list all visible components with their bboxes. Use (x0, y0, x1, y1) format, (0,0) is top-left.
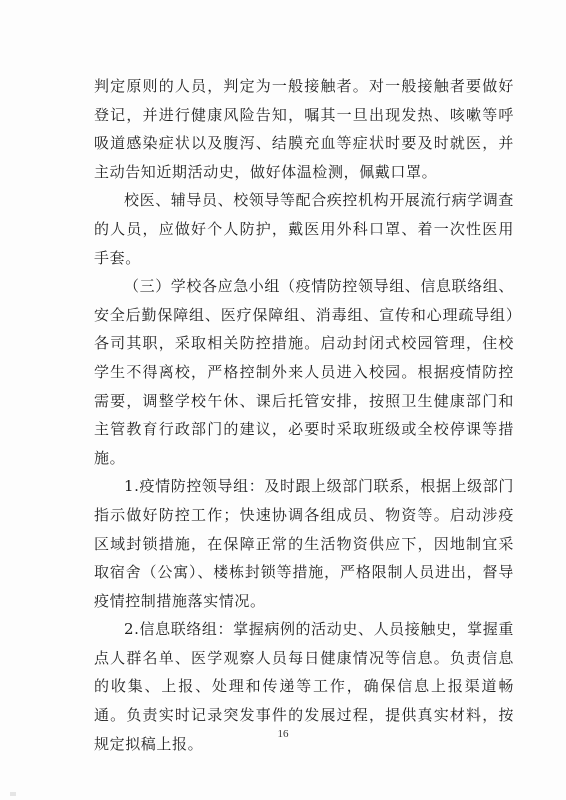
paragraph-1: 判定原则的人员，判定为一般接触者。对一般接触者要做好登记，并进行健康风险告知，嘱其一旦出现发热、咳嗽等呼吸道感染症状以及腹泻、结膜充血等症状时要及时就医，并主动告知近期活动史，做好体温检测，佩戴口罩。 (94, 77, 514, 181)
document-body (94, 72, 514, 758)
scan-artifact (10, 792, 16, 796)
page-number: 16 (277, 728, 289, 740)
paragraph-5: 2.信息联络组：掌握病例的活动史、人员接触史，掌握重点人群名单、医学观察人员每日健康情况等信息。负责信息的收集、上报、处理和传递等工作，确保信息上报渠道畅通。负责实时记录突发事件的发展过程，提供真实材料，按规定拟稿上报。 (94, 620, 514, 753)
paragraph-4: 1.疫情防控领导组：及时跟上级部门联系，根据上级部门指示做好防控工作；快速协调各组成员、物资等。启动涉疫区域封锁措施，在保障正常的生活物资供应下，因地制宜采取宿舍（公寓）、楼栋封锁等措施，严格限制人员进出，督导疫情控制措施落实情况。 (94, 477, 514, 610)
paragraph-2: 校医、辅导员、校领导等配合疾控机构开展流行病学调查的人员，应做好个人防护，戴医用外科口罩、着一次性医用手套。 (94, 191, 515, 267)
paragraph-3: （三）学校各应急小组（疫情防控领导组、信息联络组、安全后勤保障组、医疗保障组、消毒组、宣传和心理疏导组）各司其职，采取相关防控措施。启动封闭式校园管理，住校学生不得离校，严格控制外来人员进入校园。根据疫情防控需要，调整学校午休、课后托管安排，按照卫生健康部门和主管教育行政部门的建议，必要时采取班级或全校停课等措施。 (94, 277, 515, 467)
